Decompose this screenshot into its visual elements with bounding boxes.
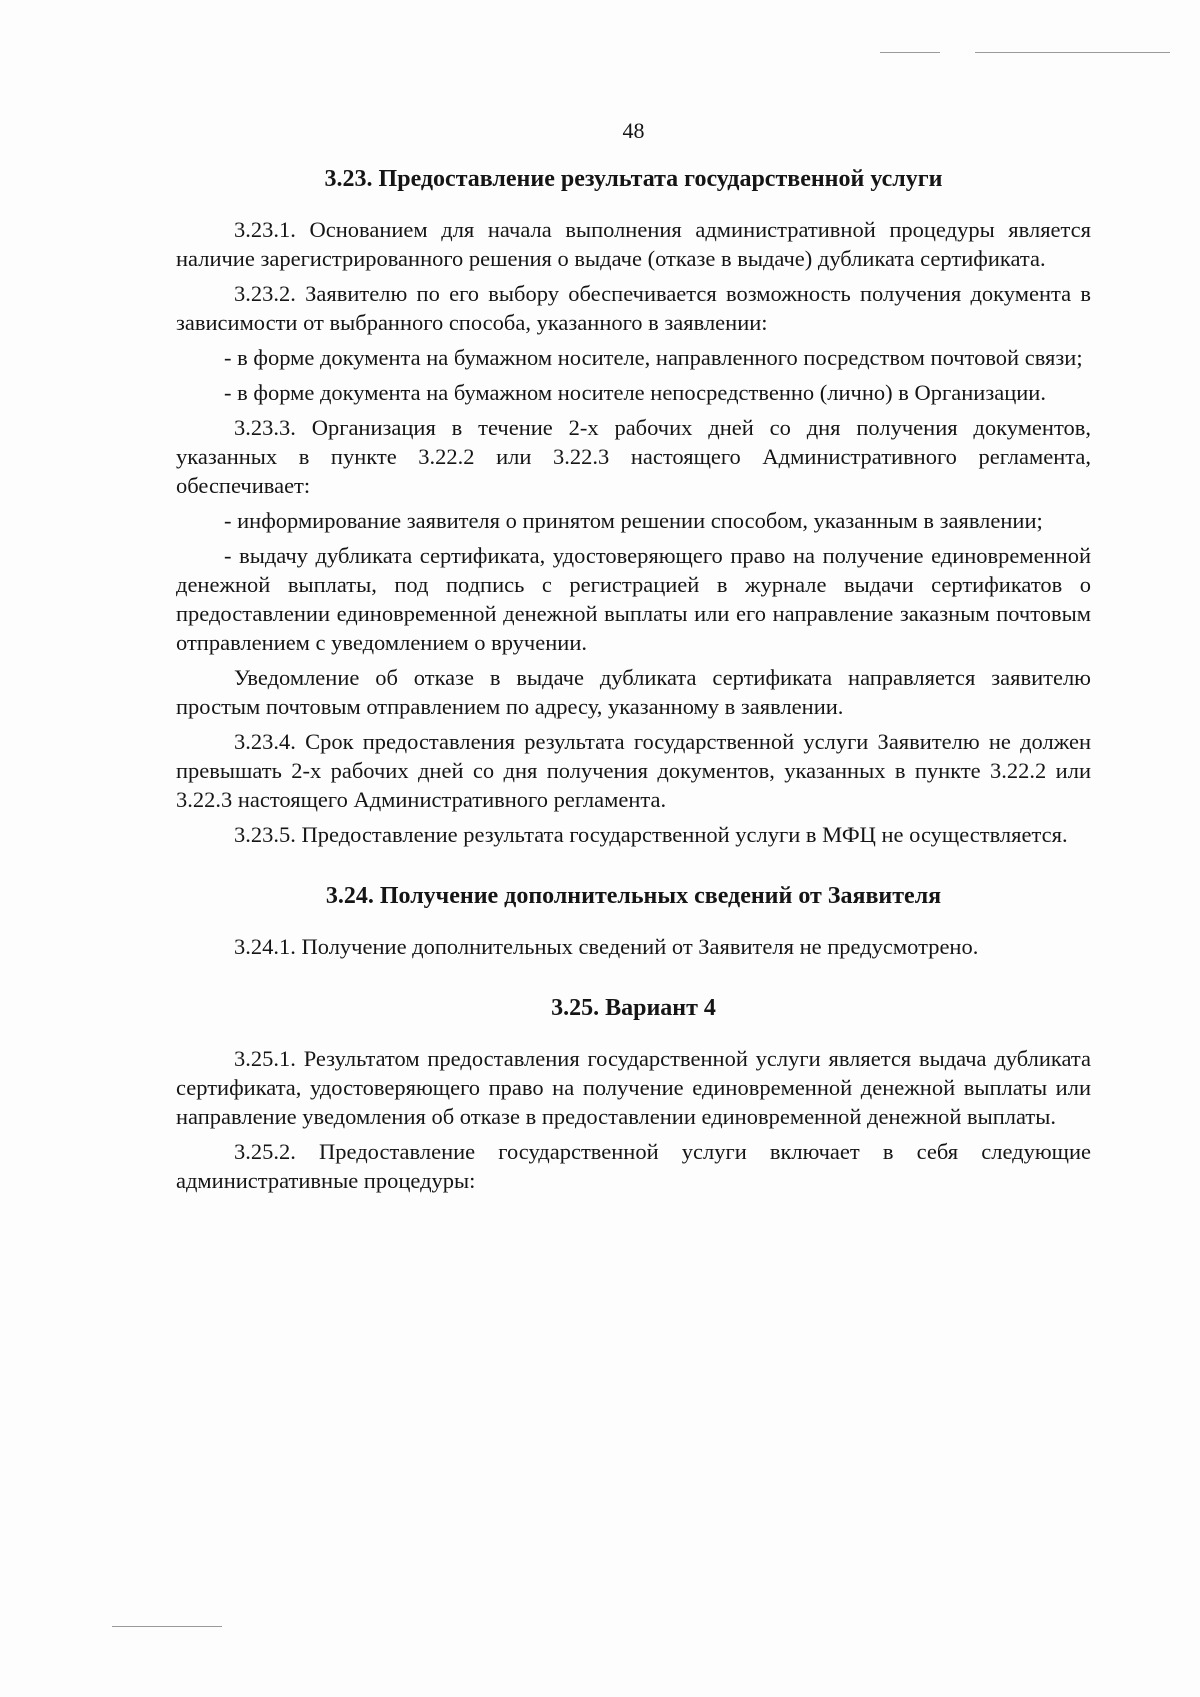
- paragraph-3-23-1: 3.23.1. Основанием для начала выполнения административной процедуры является наличие зарегистрированного решения о выдаче (отказе в выдаче) дубликата сертификата.: [176, 217, 1091, 271]
- list-item-informing: - информирование заявителя о принятом решении способом, указанным в заявлении;: [224, 508, 1043, 533]
- paragraph-3-23-4: 3.23.4. Срок предоставления результата государственной услуги Заявителю не должен превышать 2-х рабочих дней со дня получения документов, указанных в пункте 3.22.2 или 3.22.3 настоящего Административного регламента.: [176, 729, 1091, 812]
- list-item-issuance: - выдачу дубликата сертификата, удостоверяющего право на получение единовременной денежной выплаты, под подпись с регистрацией в журнале выдачи сертификатов о предоставлении единовременной денежной выплаты или его направление заказным почтовым отправлением с уведомлением о вручении.: [176, 543, 1091, 655]
- document-body: [176, 118, 1091, 1201]
- paragraph-3-24-1: 3.24.1. Получение дополнительных сведений от Заявителя не предусмотрено.: [234, 934, 979, 959]
- section-heading-3-24: 3.24. Получение дополнительных сведений от Заявителя: [325, 883, 942, 909]
- paragraph-3-23-3: 3.23.3. Организация в течение 2-х рабочих дней со дня получения документов, указанных в пункте 3.22.2 или 3.22.3 настоящего Административного регламента, обеспечивает:: [176, 415, 1091, 498]
- list-item-in-person: - в форме документа на бумажном носителе непосредственно (лично) в Организации.: [224, 380, 1046, 405]
- list-item-postal: - в форме документа на бумажном носителе, направленного посредством почтовой связи;: [224, 345, 1083, 370]
- page-number: 48: [622, 118, 645, 143]
- scan-artifact-top-right: [975, 52, 1170, 53]
- scan-artifact-top: [880, 52, 940, 53]
- scan-artifact-bottom: [112, 1626, 222, 1627]
- paragraph-3-25-2: 3.25.2. Предоставление государственной услуги включает в себя следующие административные процедуры:: [176, 1139, 1091, 1193]
- paragraph-3-23-5: 3.23.5. Предоставление результата государственной услуги в МФЦ не осуществляется.: [234, 822, 1068, 847]
- section-heading-3-23: 3.23. Предоставление результата государственной услуги: [324, 166, 943, 192]
- paragraph-3-25-1: 3.25.1. Результатом предоставления государственной услуги является выдача дубликата сертификата, удостоверяющего право на получение единовременной денежной выплаты или направление уведомления об отказе в предоставлении единовременной денежной выплаты.: [176, 1046, 1091, 1129]
- paragraph-3-23-2: 3.23.2. Заявителю по его выбору обеспечивается возможность получения документа в зависимости от выбранного способа, указанного в заявлении:: [176, 281, 1091, 335]
- section-heading-3-25: 3.25. Вариант 4: [551, 995, 716, 1021]
- paragraph-refusal-notice: Уведомление об отказе в выдаче дубликата сертификата направляется заявителю простым почтовым отправлением по адресу, указанному в заявлении.: [176, 665, 1091, 719]
